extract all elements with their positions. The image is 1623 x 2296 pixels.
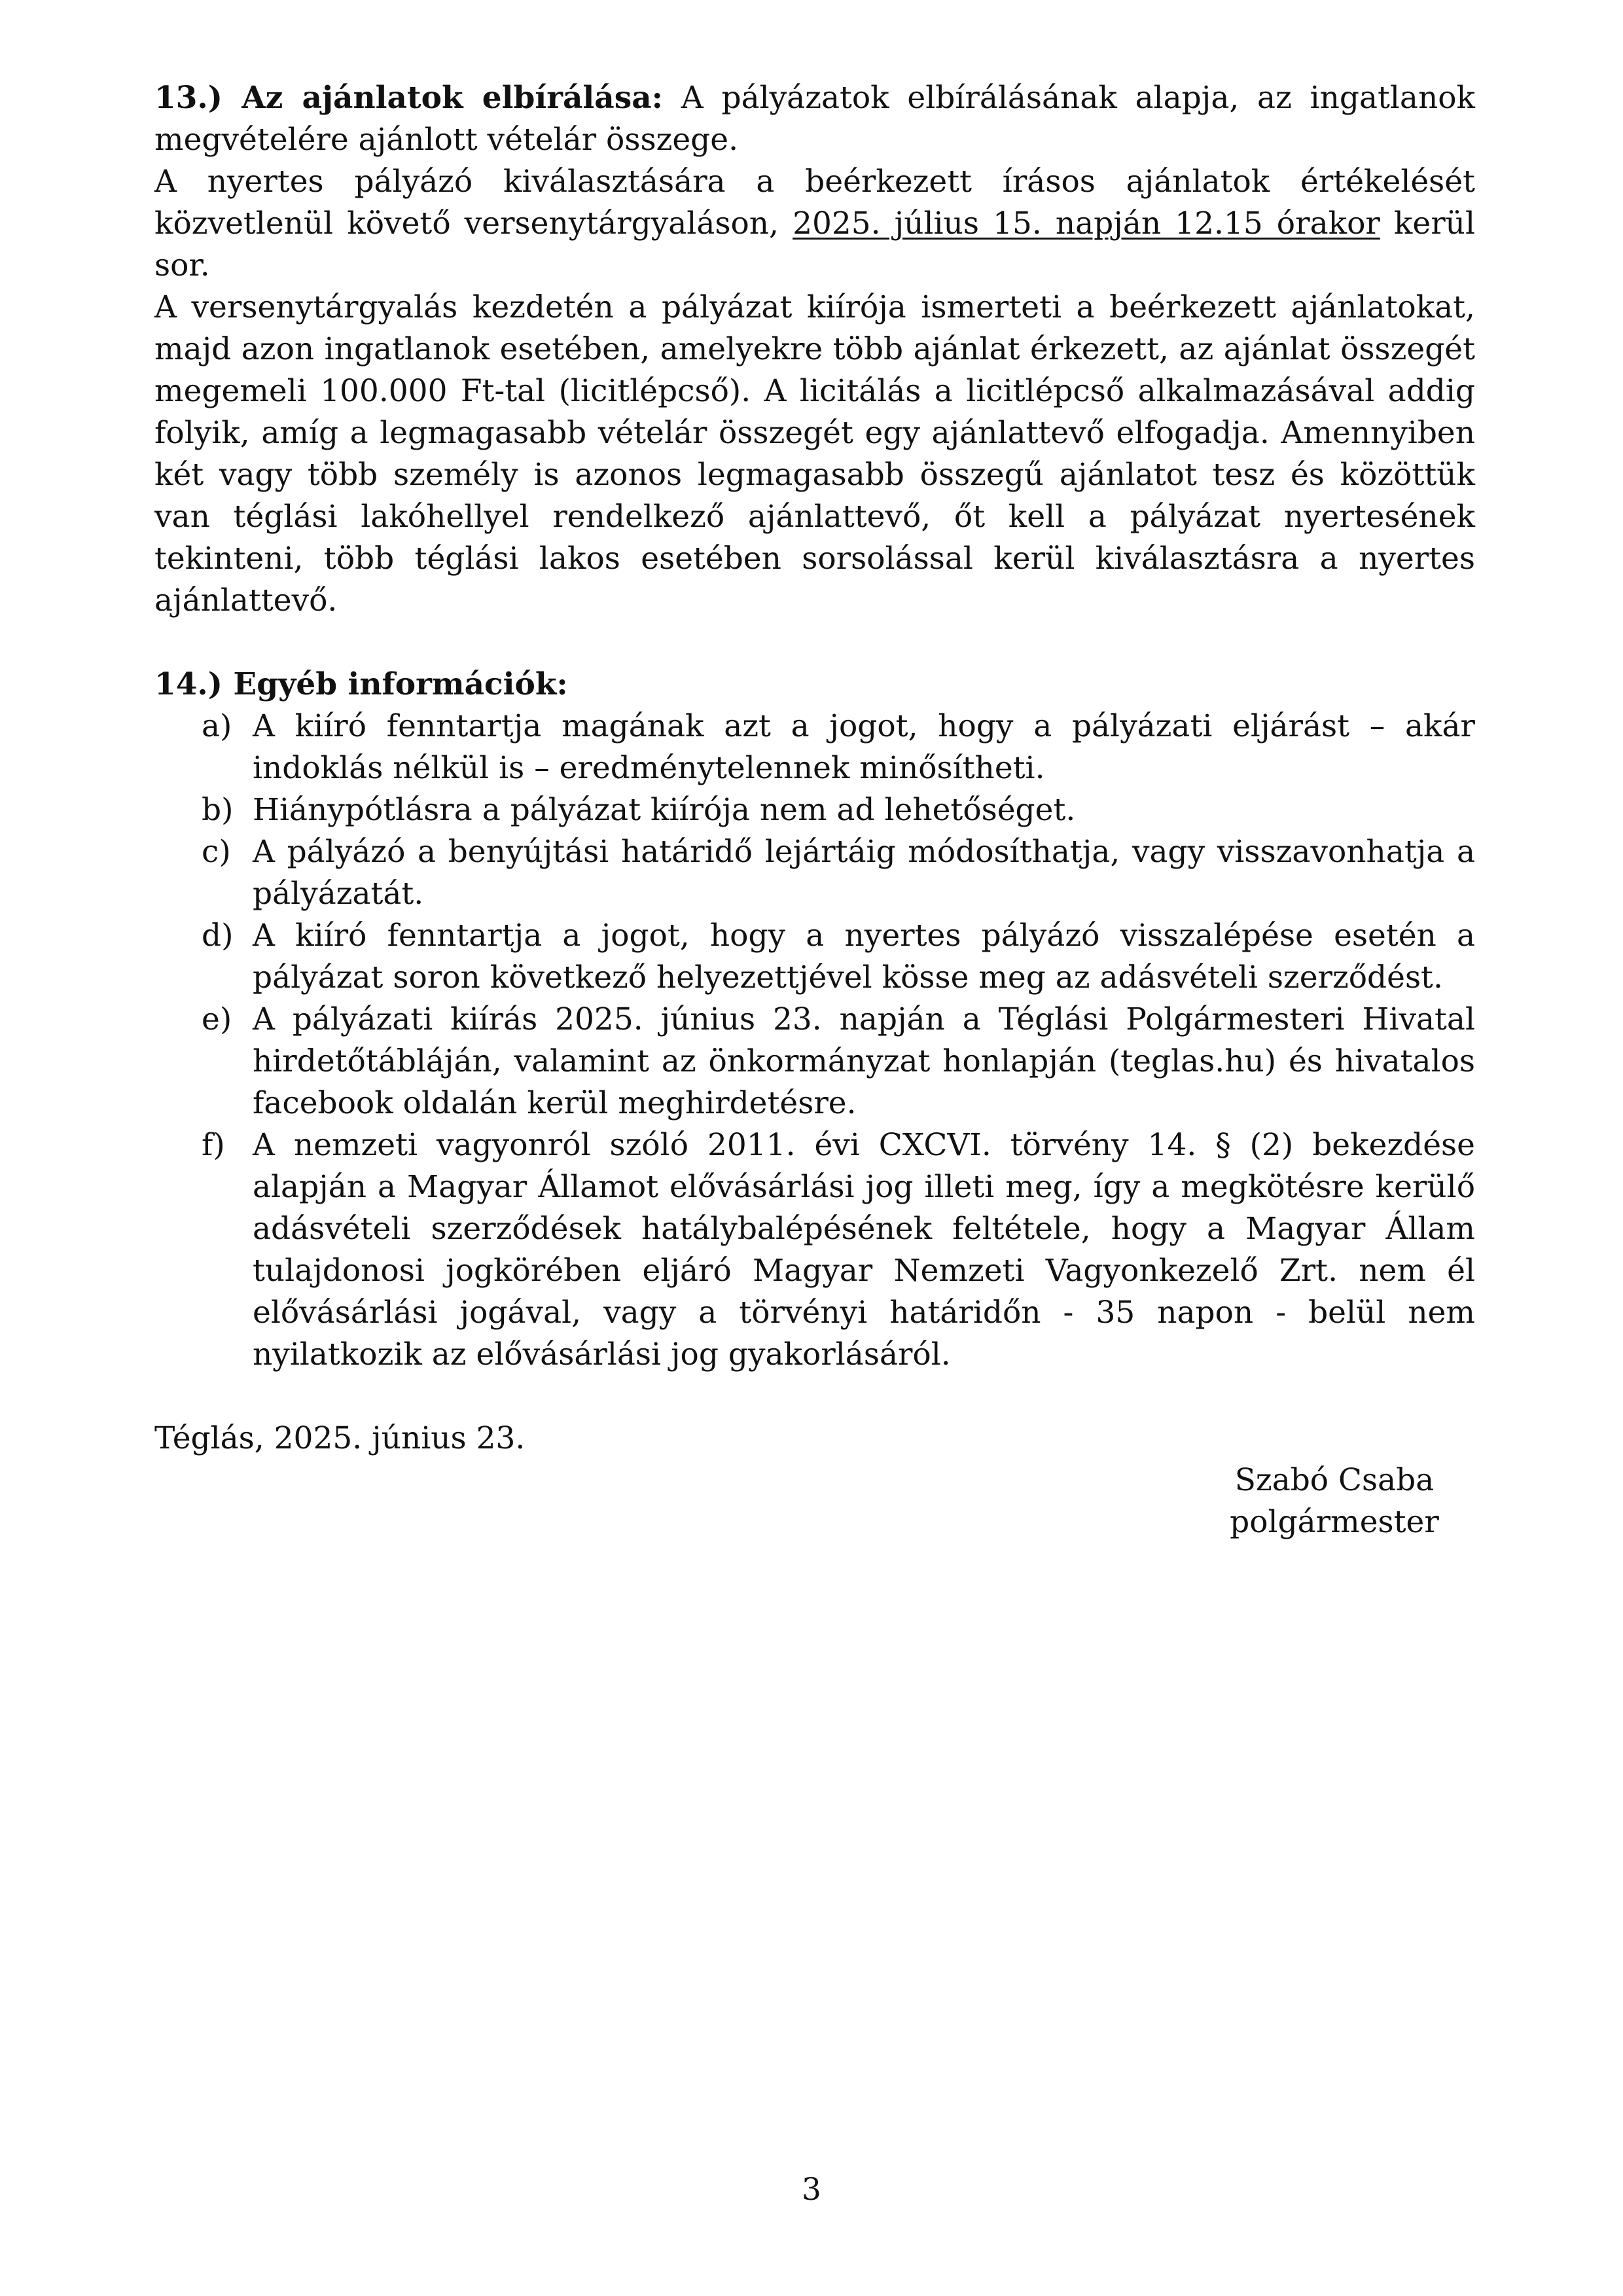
list-item-d [154,915,1475,999]
list-marker: c) [202,834,231,870]
section-13-paragraph-2 [154,161,1475,287]
list-marker: f) [202,1127,225,1163]
signer-name: Szabó Csaba [1234,1462,1435,1498]
list-item-text: A nemzeti vagyonról szóló 2011. évi CXCVI. törvény 14. § (2) bekezdése alapján a Magyar Államot elővásárlási jog illeti meg, így a megkötésre kerülő adásvételi szerződések hatálybalépésének feltétele, hogy a Magyar Állam tulajdonosi jogkörében eljáró Magyar Nemzeti Vagyonkezelő Zrt. nem él elővásárlási jogával, vagy a törvényi határidőn - 35 napon - belül nem nyilatkozik az elővásárlási jog gyakorlásáról. [253,1127,1475,1372]
list-marker: b) [202,792,234,828]
section-spacer [154,622,1475,664]
section-13-p2-after: kerül sor. [154,206,1475,283]
section-14-list [154,706,1475,1376]
list-item-c [154,831,1475,915]
section-13-paragraph-3: A versenytárgyalás kezdetén a pályázat kiírója ismerteti a beérkezett ajánlatokat, majd azon ingatlanok esetében, amelyekre több ajánlat érkezett, az ajánlat összegét megemeli 100.000 Ft-tal (licitlépcső). A licitálás a licitlépcső alkalmazásával addig folyik, amíg a legmagasabb vételár összegét egy ajánlattevő elfogadja. Amennyiben két vagy több személy is azonos legmagasabb összegű ajánlatot tesz és közöttük van téglási lakóhellyel rendelkező ajánlattevő, őt kell a pályázat nyertesének tekinteni, több téglási lakos esetében sorsolással kerül kiválasztásra a nyertes ajánlattevő. [154,289,1475,619]
list-item-f [154,1124,1475,1376]
page-number: 3 [802,2172,821,2208]
list-marker: e) [202,1001,232,1037]
section-13-p2-before: A nyertes pályázó kiválasztására a beérkezett írásos ajánlatok értékelését közvetlenül követő versenytárgyaláson, [154,164,1475,242]
section-13-intro: A pályázatok elbírálásának alapja, az ingatlanok megvételére ajánlott vételár összege. [154,80,1476,158]
list-item-text: A pályázó a benyújtási határidő lejártáig módosíthatja, vagy visszavonhatja a pályázatát. [253,834,1475,912]
list-item-text: A kiíró fenntartja a jogot, hogy a nyertes pályázó visszalépése esetén a pályázat soron következő helyezettjével kösse meg az adásvételi szerződést. [253,918,1475,996]
list-item-text: A pályázati kiírás 2025. június 23. napján a Téglási Polgármesteri Hivatal hirdetőtábláján, valamint az önkormányzat honlapján (teglas.hu) és hivatalos facebook oldalán kerül meghirdetésre. [253,1001,1475,1121]
list-marker: d) [202,918,234,954]
list-item-b [154,789,1475,831]
auction-date-underlined: 2025. július 15. napján 12.15 órakor [793,206,1380,242]
section-13-heading: 13.) Az ajánlatok elbírálása: [154,80,664,116]
signer-title: polgármester [1230,1504,1439,1540]
signature-block [1194,1460,1475,1543]
section-spacer [154,1376,1475,1418]
section-14-heading: 14.) Egyéb információk: [154,666,568,702]
document-body [154,77,1476,1540]
list-item-e [154,999,1475,1124]
list-item-text: Hiánypótlásra a pályázat kiírója nem ad lehetőséget. [253,792,1076,828]
place-and-date: Téglás, 2025. június 23. [154,1420,526,1456]
list-item-a [154,706,1475,789]
list-marker: a) [202,708,232,744]
list-item-text: A kiíró fenntartja magának azt a jogot, hogy a pályázati eljárást – akár indoklás nélkül is – eredménytelennek minősítheti. [253,708,1475,786]
section-13-paragraph-1 [154,77,1475,161]
